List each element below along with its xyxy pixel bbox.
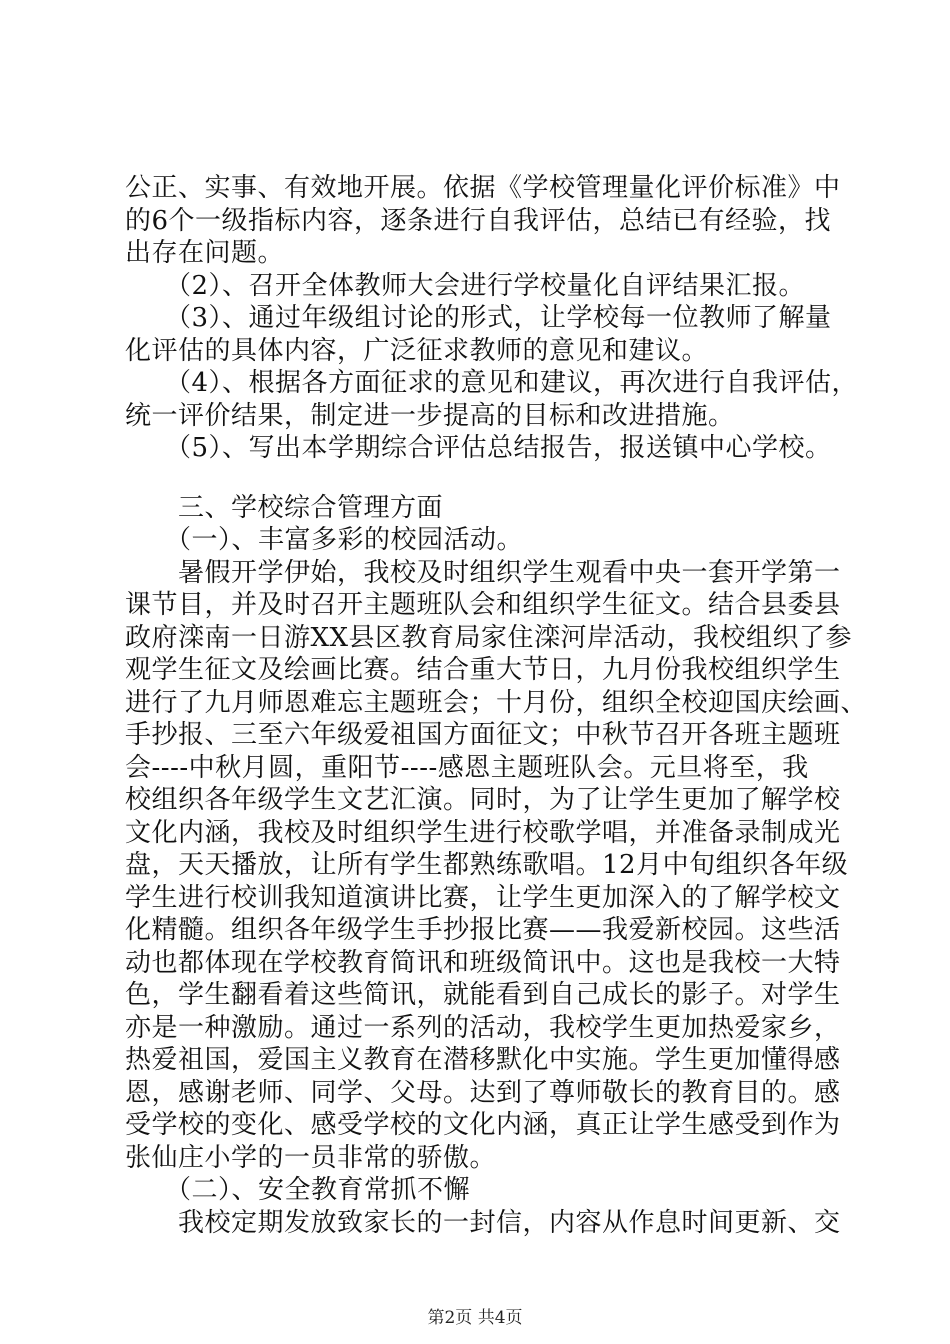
text-line: （4）、根据各方面征求的意见和建议，再次进行自我评估， (125, 368, 859, 398)
text-line: 学生进行校训我知道演讲比赛，让学生更加深入的了解学校文 (125, 882, 841, 913)
text-line: 手抄报、三至六年级爱祖国方面征文；中秋节召开各班主题班 (125, 720, 841, 750)
text-line: 受学校的变化、感受学校的文化内涵，真正让学生感受到作为 (125, 1110, 841, 1140)
text-line: 我校定期发放致家长的一封信，内容从作息时间更新、交 (125, 1207, 841, 1238)
page-footer (0, 1303, 950, 1328)
text-line: 出存在问题。 (125, 238, 285, 268)
text-line: 盘，天天播放，让所有学生都熟练歌唱。12月中旬组织各年级 (125, 850, 849, 880)
text-line: 动也都体现在学校教育简讯和班级简讯中。这也是我校一大特 (125, 947, 841, 978)
text-line: （2）、召开全体教师大会进行学校量化自评结果汇报。 (125, 270, 806, 301)
subsection-heading: （一）、丰富多彩的校园活动。 (125, 525, 524, 555)
text-line: 化精髓。组织各年级学生手抄报比赛——我爱新校园。这些活 (125, 915, 841, 945)
text-line: 热爱祖国，爱国主义教育在潜移默化中实施。学生更加懂得感 (125, 1045, 841, 1075)
text-line: 暑假开学伊始，我校及时组织学生观看中央一套开学第一 (125, 557, 841, 588)
text-line: 恩，感谢老师、同学、父母。达到了尊师敬长的教育目的。感 (125, 1077, 841, 1108)
page-number: 第2页 共4页 (427, 1308, 523, 1328)
paragraph-gap (125, 465, 850, 492)
text-line: 会----中秋月圆，重阳节----感恩主题班队会。元旦将至，我 (125, 752, 809, 783)
text-line: 统一评价结果，制定进一步提高的目标和改进措施。 (125, 400, 735, 431)
document-body (125, 172, 868, 1239)
text-line: 文化内涵，我校及时组织学生进行校歌学唱，并准备录制成光 (125, 817, 841, 848)
text-line: （5）、写出本学期综合评估总结报告，报送镇中心学校。 (125, 433, 832, 463)
text-line: 化评估的具体内容，广泛征求教师的意见和建议。 (125, 335, 709, 366)
subsection-heading: （二）、安全教育常抓不懈 (125, 1175, 471, 1205)
text-line: 的6个一级指标内容，逐条进行自我评估，总结已有经验，找 (125, 205, 832, 236)
text-line: 公正、实事、有效地开展。依据《学校管理量化评价标准》中 (125, 173, 841, 203)
text-line: 张仙庄小学的一员非常的骄傲。 (125, 1142, 497, 1173)
text-line: 政府滦南一日游XX县区教育局家住滦河岸活动，我校组织了参 (125, 622, 853, 653)
text-line: 课节目，并及时召开主题班队会和组织学生征文。结合县委县 (125, 590, 841, 620)
text-line: （3）、通过年级组讨论的形式，让学校每一位教师了解量 (125, 303, 832, 333)
text-line: 进行了九月师恩难忘主题班会；十月份，组织全校迎国庆绘画、 (125, 687, 868, 718)
text-line: 观学生征文及绘画比赛。结合重大节日，九月份我校组织学生 (125, 655, 841, 685)
text-line: 色，学生翻看着这些简讯，就能看到自己成长的影子。对学生 (125, 980, 841, 1010)
section-heading: 三、学校综合管理方面 (125, 492, 444, 523)
text-line: 亦是一种激励。通过一系列的活动，我校学生更加热爱家乡， (125, 1012, 841, 1043)
text-line: 校组织各年级学生文艺汇演。同时，为了让学生更加了解学校 (125, 785, 841, 815)
